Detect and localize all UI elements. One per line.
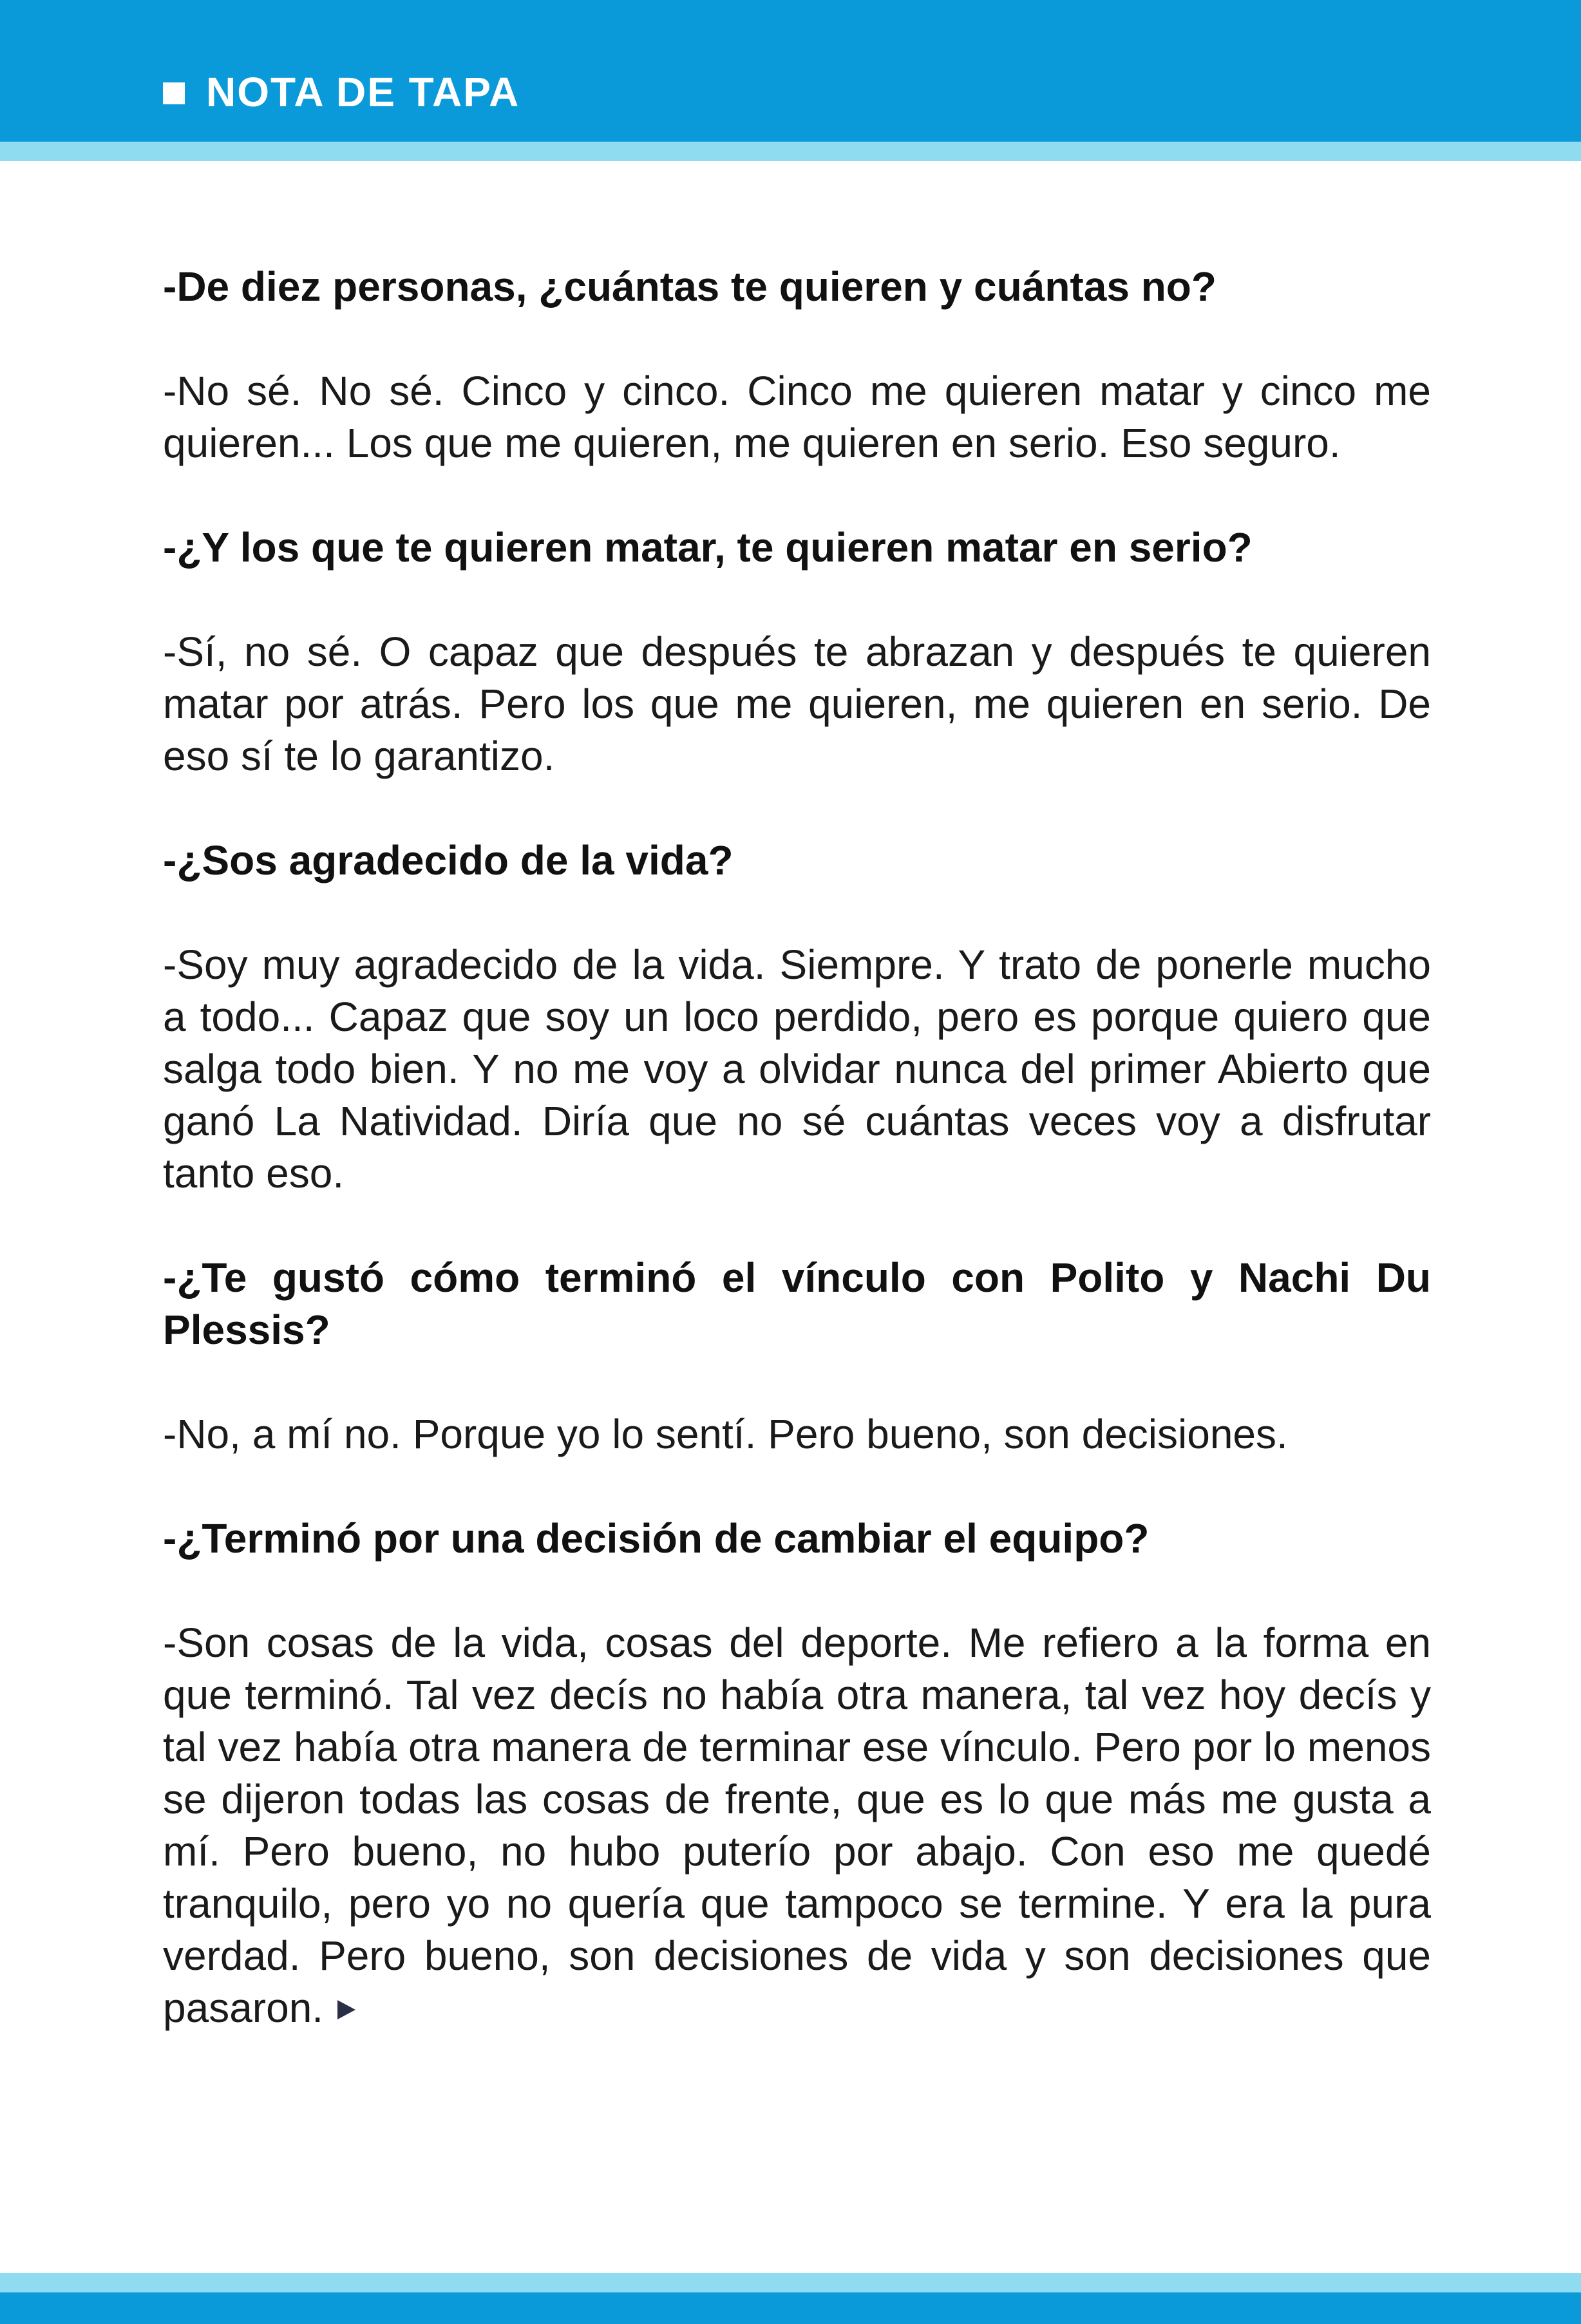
section-square-icon bbox=[163, 82, 185, 104]
answer-5 bbox=[163, 1617, 1431, 2034]
answer-2: -Sí, no sé. O capaz que después te abrazan y después te quieren matar por atrás. Pero los que me quieren, me quieren en serio. De eso sí te lo garantizo. bbox=[163, 628, 1431, 779]
answer-3: -Soy muy agradecido de la vida. Siempre. Y trato de ponerle mucho a todo... Capaz que soy un loco perdido, pero es porque quiero que salga todo bien. Y no me voy a olvidar nunca del primer Abierto que ganó La Natividad. Diría que no sé cuántas veces voy a disfrutar tanto eso. bbox=[163, 941, 1431, 1196]
question-3: -¿Sos agradecido de la vida? bbox=[163, 837, 734, 883]
answer-4: -No, a mí no. Porque yo lo sentí. Pero bueno, son decisiones. bbox=[163, 1411, 1288, 1457]
play-triangle-icon bbox=[337, 2000, 355, 2019]
section-label: NOTA DE TAPA bbox=[206, 69, 520, 115]
question-1: -De diez personas, ¿cuántas te quieren y cuántas no? bbox=[163, 263, 1217, 310]
footer-bar bbox=[0, 2292, 1581, 2324]
question-4: -¿Te gustó cómo terminó el vínculo con Polito y Nachi Du Plessis? bbox=[163, 1254, 1431, 1353]
question-5: -¿Terminó por una decisión de cambiar el equipo? bbox=[163, 1515, 1150, 1562]
footer-stripe bbox=[0, 2273, 1581, 2292]
header-stripe bbox=[0, 142, 1581, 161]
answer-5-text: -Son cosas de la vida, cosas del deporte. Me refiero a la forma en que terminó. Tal vez decís no había otra manera, tal vez hoy decís y tal vez había otra manera de terminar ese vínculo. Pero por lo menos se dijeron todas las cosas de frente, que es lo que más me gusta a mí. Pero bueno, no hubo puterío por abajo. Con eso me quedé tranquilo, pero yo no quería que tampoco se termine. Y era la pura verdad. Pero bueno, son decisiones de vida y son decisiones que pasaron. bbox=[163, 1620, 1431, 2031]
interview-body bbox=[163, 261, 1431, 2086]
answer-1: -No sé. No sé. Cinco y cinco. Cinco me quieren matar y cinco me quieren... Los que me quieren, me quieren en serio. Eso seguro. bbox=[163, 368, 1431, 466]
question-2: -¿Y los que te quieren matar, te quieren matar en serio? bbox=[163, 524, 1253, 571]
